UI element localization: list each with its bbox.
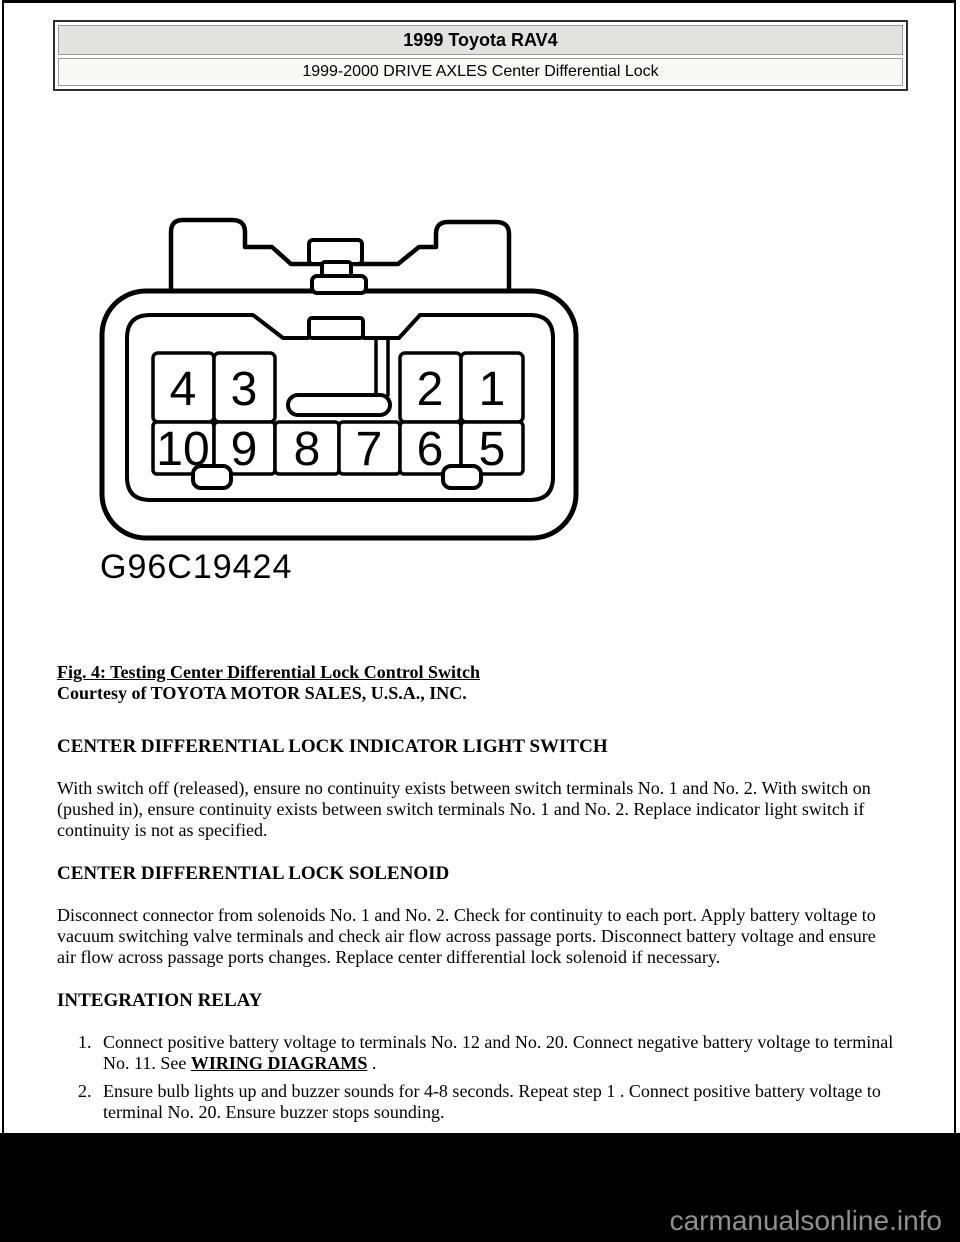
watermark-text: carmanualsonline.info: [669, 1205, 942, 1236]
paragraph-lock-solenoid: Disconnect connector from solenoids No. 1 and No. 2. Check for continuity to each port. Apply battery voltage to vacuum switching valve terminals and check air flow across passage ports. Disconnect battery voltage and ensure air flow across passage ports changes. Replace center differential lock solenoid if necessary.: [57, 905, 876, 967]
figure-code-label: G96C19424: [100, 548, 293, 586]
pin-label-5: 5: [478, 423, 506, 476]
pin-label-7: 7: [355, 423, 383, 476]
page-subtitle: 1999-2000 DRIVE AXLES Center Differential Lock: [58, 58, 903, 86]
figure-caption: Fig. 4: Testing Center Differential Lock Control Switch: [57, 662, 480, 682]
pin-label-10: 10: [156, 423, 210, 476]
step-number: 2.: [78, 1081, 92, 1101]
footer-bar: [0, 1133, 960, 1242]
list-item: [57, 1032, 895, 1074]
page-title: 1999 Toyota RAV4: [58, 25, 903, 55]
step-text: Ensure bulb lights up and buzzer sounds for 4-8 seconds. Repeat step 1 . Connect positive battery voltage to terminal No. 20. Ensure buzzer stops sounding.: [103, 1081, 881, 1122]
pin-label-4: 4: [169, 363, 197, 416]
connector-diagram: [95, 195, 595, 590]
connector-latch-window: [309, 318, 363, 338]
connector-center-bar: [288, 395, 390, 415]
integration-relay-steps: [57, 1032, 895, 1123]
step-text-post: .: [367, 1053, 377, 1073]
wiring-diagrams-link[interactable]: WIRING DIAGRAMS: [190, 1053, 368, 1073]
step-text: [103, 1032, 895, 1074]
header-table: [53, 20, 908, 91]
section-heading-integration-relay: INTEGRATION RELAY: [57, 990, 263, 1011]
document-body: [57, 662, 895, 1130]
figure-courtesy: Courtesy of TOYOTA MOTOR SALES, U.S.A., INC.: [57, 683, 467, 703]
step-number: 1.: [78, 1032, 92, 1052]
pin-label-3: 3: [230, 363, 258, 416]
connector-index-tab-right: [443, 466, 481, 488]
pin-label-1: 1: [478, 363, 506, 416]
figure-caption-block: [57, 662, 895, 704]
list-item: [57, 1081, 895, 1123]
pin-label-9: 9: [230, 423, 258, 476]
connector-latch-base: [312, 276, 366, 293]
section-heading-lock-solenoid: CENTER DIFFERENTIAL LOCK SOLENOID: [57, 863, 450, 884]
paragraph-indicator-light-switch: With switch off (released), ensure no continuity exists between switch terminals No. 1 and No. 2. With switch on (pushed in), ensure continuity exists between switch terminals No. 1 and No. 2. Replace indicator light switch if continuity is not as specified.: [57, 778, 871, 840]
step-text-pre: Connect positive battery voltage to terminals No. 12 and No. 20. Connect negative battery voltage to terminal No. 11. See: [103, 1032, 894, 1073]
pin-label-2: 2: [416, 363, 444, 416]
pin-label-6: 6: [416, 423, 444, 476]
pin-label-8: 8: [293, 423, 321, 476]
section-heading-indicator-light-switch: CENTER DIFFERENTIAL LOCK INDICATOR LIGHT SWITCH: [57, 736, 608, 757]
